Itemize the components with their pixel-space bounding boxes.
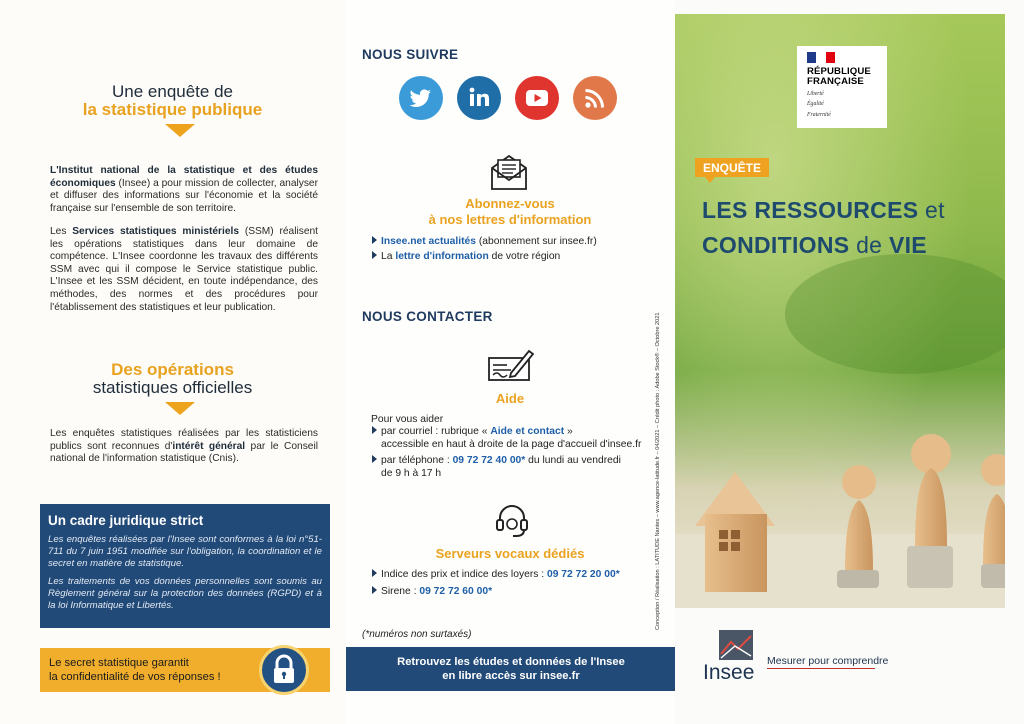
paragraph-insee-text: (Insee) a pour mission de collecter, analyser et diffuser des informations sur l'économie et la société française sur l'ensemble de son territoire.	[50, 177, 318, 214]
paragraph-insee-bold: L'Institut national de la statistique et des études économiques	[50, 165, 318, 189]
voice-server-prices-number[interactable]: 09 72 72 20 00*	[546, 569, 620, 580]
legal-framework-title: Un cadre juridique strict	[48, 513, 204, 528]
newsletter-item-regional-link[interactable]: lettre d'information	[395, 251, 489, 262]
cheque-pen-icon	[487, 345, 535, 383]
legal-framework-text1: Les enquêtes réalisées par l'Insee sont conformes à la loi n°51-711 du 7 juin 1951 modifiée sur l'obligation, la coordination et le secret en matière de statistique.	[48, 534, 322, 569]
help-email-pre: par courriel : rubrique «	[381, 426, 491, 437]
panel-left	[0, 0, 345, 724]
bullet-arrow-icon	[372, 251, 377, 259]
bullet-arrow-icon	[372, 455, 377, 463]
paragraph-cnis-bold: intérêt général	[172, 440, 246, 452]
cover-title-vie: VIE	[888, 232, 927, 258]
help-title: Aide	[495, 391, 525, 406]
cover-title-line1	[702, 197, 945, 224]
help-email-line2: accessible en haut à droite de la page d'accueil d'insee.fr	[381, 439, 642, 450]
cover-title-conditions: CONDITIONS	[702, 232, 850, 258]
insee-logo-icon	[705, 630, 767, 660]
insee-website-banner-line1: Retrouvez les études et données de l'Insee	[397, 656, 625, 668]
statistical-secret-line1: Le secret statistique garantit	[49, 657, 189, 669]
newsletter-title-line2: à nos lettres d'information	[428, 212, 592, 227]
rf-motto-1: Liberté	[807, 91, 824, 97]
insee-wordmark: Insee	[703, 661, 755, 684]
heading-enquete-line1: Une enquête de	[112, 82, 233, 101]
bullet-arrow-icon	[372, 569, 377, 577]
cover-title-line2	[702, 232, 927, 259]
newsletter-item-actualites[interactable]	[372, 235, 597, 248]
bullet-arrow-icon	[372, 586, 377, 594]
help-contact-link[interactable]: Aide et contact	[490, 426, 565, 437]
voice-server-sirene	[372, 585, 492, 598]
voice-server-sirene-number[interactable]: 09 72 72 60 00*	[419, 586, 493, 597]
cover-title-et: et	[918, 197, 945, 223]
voice-server-prices-label: Indice des prix et indice des loyers :	[381, 569, 547, 580]
paragraph-cnis	[50, 428, 318, 466]
help-phone-post: du lundi au vendredi	[525, 455, 621, 466]
paragraph-ssm-text: (SSM) réalisent les opérations statistiques dans leur domaine de compétence. L'Insee coordonne les travaux des différents SSM avec qui il compose le Service statistique public. L'Insee et les SSM décident, en toute indépendance, des méthodes, des normes et des procédures pour l'établissement des statistiques et leur publication.	[50, 226, 318, 313]
panel-cover	[675, 0, 1024, 724]
legal-framework-box	[40, 504, 330, 628]
paragraph-cnis-text: par le Conseil national de l'information statistique (Cnis).	[50, 440, 318, 465]
down-arrow-icon	[165, 402, 195, 415]
newsletter-item-actualites-link[interactable]: Insee.net actualités	[381, 236, 476, 247]
newsletter-item-regional-text: de votre région	[488, 251, 561, 262]
bullet-arrow-icon	[372, 236, 377, 244]
voice-servers-title: Serveurs vocaux dédiés	[435, 546, 585, 561]
linkedin-icon[interactable]	[457, 76, 501, 120]
statistical-secret-line2: la confidentialité de vos réponses !	[49, 671, 221, 683]
rf-name-line1: RÉPUBLIQUE	[807, 66, 871, 77]
rf-motto-3: Fraternité	[807, 111, 831, 118]
design-credit-text: Conception / Réalisation : LATITUDE Nantes – www.agence-latitude.fr – 04/2021 – Crédit photo : Adobe Stock® – Octobre 2021	[655, 312, 661, 630]
legal-framework-text2: Les traitements de vos données personnelles sont soumis au Règlement général sur la protection des données (RGPD) et à la loi Informatique et Libertés.	[48, 576, 322, 611]
insee-website-banner[interactable]	[346, 647, 676, 691]
paragraph-ssm-bold: Services statistiques ministériels	[72, 226, 240, 237]
help-intro: Pour vous aider	[371, 414, 444, 425]
paragraph-insee	[50, 165, 318, 215]
rf-motto-2: Égalité	[807, 101, 824, 108]
help-phone-pre: par téléphone :	[381, 455, 453, 466]
paragraph-cnis-pre: Les enquêtes statistiques réalisées par les statisticiens publics sont reconnues d'	[50, 428, 318, 452]
republique-francaise-logo	[797, 46, 887, 128]
rss-icon[interactable]	[573, 76, 617, 120]
bullet-arrow-icon	[372, 426, 377, 434]
newsletter-item-regional[interactable]	[372, 250, 560, 263]
follow-us-title: NOUS SUIVRE	[362, 47, 459, 62]
heading-enquete-line2: la statistique publique	[82, 100, 263, 119]
newsletter-title-line1: Abonnez-vous	[465, 196, 555, 211]
voice-server-prices	[372, 568, 620, 581]
non-surcharged-note: (*numéros non surtaxés)	[362, 629, 472, 640]
insee-tagline: Mesurer pour comprendre	[767, 655, 889, 667]
insee-tagline-underline	[767, 668, 875, 669]
paragraph-ssm	[50, 226, 318, 314]
cover-title-de: de	[849, 232, 889, 258]
down-arrow-icon	[165, 124, 195, 137]
rf-name-line2: FRANÇAISE	[807, 76, 864, 87]
survey-tag: ENQUÊTE	[695, 158, 769, 177]
newsletter-item-regional-pre: La	[381, 251, 396, 262]
heading-operations-line1: Des opérations	[111, 360, 234, 379]
voice-server-sirene-label: Sirene :	[381, 586, 420, 597]
help-phone-number[interactable]: 09 72 72 40 00*	[452, 455, 526, 466]
cover-title-ressources: LES RESSOURCES	[702, 197, 919, 223]
french-flag-icon	[807, 52, 835, 63]
insee-website-banner-line2: en libre accès sur insee.fr	[442, 670, 580, 682]
help-phone-line	[372, 454, 621, 467]
help-email-post: »	[564, 426, 573, 437]
heading-operations-line2: statistiques officielles	[92, 378, 253, 397]
newsletter-item-actualites-text: (abonnement sur insee.fr)	[476, 236, 597, 247]
help-phone-hours: de 9 h à 17 h	[381, 468, 442, 479]
envelope-icon	[489, 152, 529, 192]
help-email-line	[372, 425, 573, 438]
design-credit	[655, 312, 669, 630]
contact-us-title: NOUS CONTACTER	[362, 309, 493, 324]
paragraph-ssm-pre: Les	[50, 226, 73, 237]
lock-icon	[259, 645, 309, 695]
youtube-icon[interactable]	[515, 76, 559, 120]
twitter-icon[interactable]	[399, 76, 443, 120]
panel-middle	[345, 0, 675, 724]
headset-icon	[492, 500, 532, 540]
